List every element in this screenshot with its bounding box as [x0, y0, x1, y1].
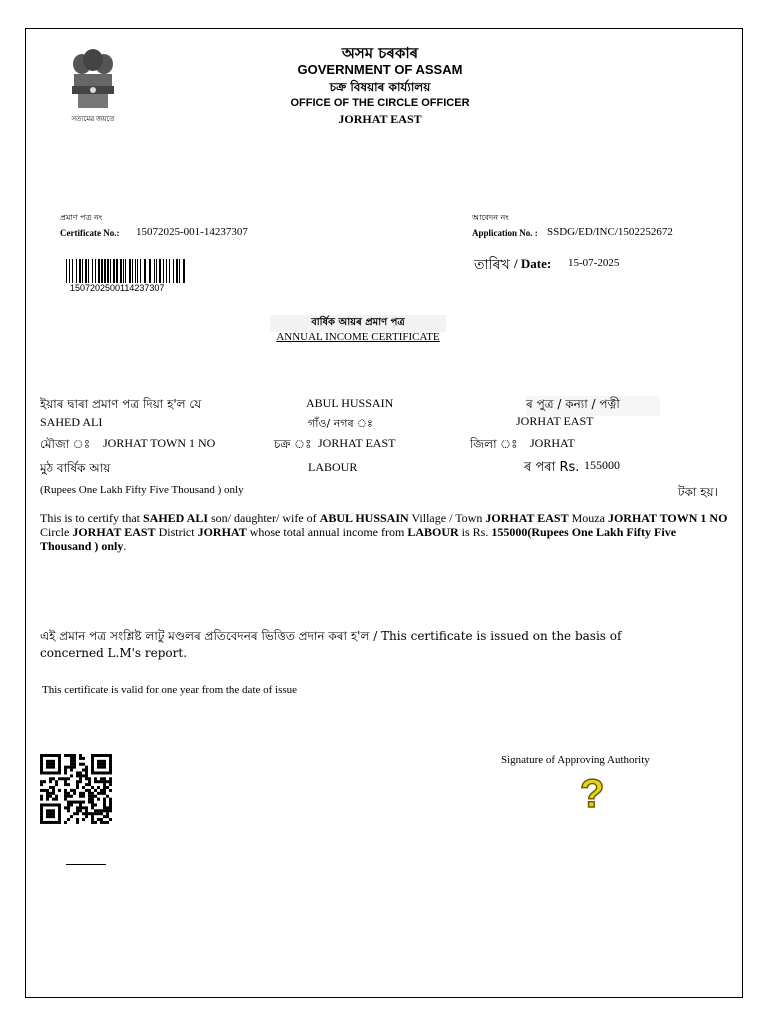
parent-name: ABUL HUSSAIN — [306, 396, 394, 410]
title-english: ANNUAL INCOME CERTIFICATE — [276, 331, 440, 343]
para-text-2: son/ daughter/ wife of — [208, 511, 320, 525]
district-label: জিলা ঃ — [470, 437, 518, 451]
certificate-no-value: 15072025-001-14237307 — [136, 226, 248, 238]
amount-label: ৰ পৰা Rs. — [524, 460, 580, 475]
amount-words: (Rupees One Lakh Fifty Five Thousand ) only — [40, 484, 244, 496]
circle-label: চক্ৰ ঃ — [274, 437, 312, 451]
title-assamese: বাৰ্ষিক আয়ৰ প্ৰমাণ পত্ৰ — [270, 315, 446, 332]
applicant-name: SAHED ALI — [40, 415, 103, 429]
basis-text: এই প্ৰমান পত্ৰ সংশ্লিষ্ট লাটু মণ্ডলৰ প্ৰতিবেদনৰ ভিত্তিত প্ৰদান কৰা হ'ল / This certificate is issued on the basis of concerned L.M's report. — [40, 629, 622, 660]
para-parent: ABUL HUSSAIN — [319, 511, 409, 525]
para-text-3: Village / Town — [408, 511, 486, 525]
header-location: JORHAT EAST — [338, 112, 422, 126]
relation-assamese: ৰ পুত্ৰ / কন্যা / পত্নী — [526, 396, 660, 416]
intro-assamese: ইয়াৰ দ্বাৰা প্ৰমাণ পত্ৰ দিয়া হ'ল যে — [40, 397, 202, 411]
para-text-4: Mouza — [568, 511, 608, 525]
para-text-1: This is to certify that — [40, 511, 143, 525]
para-text-7: whose total annual income from — [246, 525, 408, 539]
village-label: গাঁও/ নগৰ ঃ — [308, 417, 373, 430]
application-no-value: SSDG/ED/INC/1502252672 — [547, 226, 673, 238]
para-amount: 155000(Rupees One Lakh Fifty Five Thousand ) only — [40, 525, 677, 553]
para-text-6: District — [155, 525, 198, 539]
signature-line — [66, 864, 106, 865]
para-text-9: . — [123, 539, 127, 553]
district-value: JORHAT — [530, 436, 575, 450]
certification-paragraph — [40, 511, 728, 553]
date-label-assamese: তাৰিখ — [474, 257, 510, 273]
para-district: JORHAT — [197, 525, 247, 539]
village-value: JORHAT EAST — [516, 414, 594, 428]
application-no-label: Application No. : — [472, 228, 538, 238]
application-no-label-assamese: আবেদন নং — [472, 213, 509, 222]
validity-text: This certificate is valid for one year from the date of issue — [42, 684, 298, 696]
para-circle: JORHAT EAST — [72, 525, 156, 539]
header-office: OFFICE OF THE CIRCLE OFFICER — [290, 97, 470, 109]
para-mouza: JORHAT TOWN 1 NO — [607, 511, 728, 525]
header-assamese-office: চক্ৰ বিষয়াৰ কাৰ্য্যালয় — [329, 80, 431, 94]
amount-value: 155000 — [584, 458, 620, 472]
date-value: 15-07-2025 — [568, 257, 620, 269]
para-name: SAHED ALI — [142, 511, 209, 525]
para-text-5: Circle — [40, 525, 73, 539]
mouza-label: মৌজা ঃ — [40, 437, 91, 451]
para-village: JORHAT EAST — [485, 511, 569, 525]
header-government: GOVERNMENT OF ASSAM — [297, 62, 463, 77]
circle-value: JORHAT EAST — [318, 436, 396, 450]
certificate-no-label-assamese: প্ৰমাণ পত্ৰ নং — [60, 213, 103, 222]
emblem-motto: সত্যমেৱ জয়তে — [71, 115, 115, 123]
mouza-value: JORHAT TOWN 1 NO — [103, 436, 216, 450]
qr-code — [40, 754, 112, 824]
date-label: / Date: — [514, 256, 552, 271]
signature-label: Signature of Approving Authority — [501, 754, 650, 766]
signature-mark: ? — [580, 772, 605, 816]
header-assamese-government: অসম চৰকাৰ — [341, 44, 419, 62]
income-source: LABOUR — [308, 460, 358, 474]
certificate-no-label: Certificate No.: — [60, 228, 120, 238]
taka-text: টকা হয়। — [678, 485, 718, 499]
barcode — [66, 259, 186, 283]
national-emblem — [66, 46, 120, 116]
income-label: মুঠ বাৰ্ষিক আয় — [40, 461, 111, 475]
barcode-text: 150720250011423730​7 — [70, 283, 165, 293]
para-source: LABOUR — [407, 525, 459, 539]
para-text-8: is Rs. — [458, 525, 492, 539]
